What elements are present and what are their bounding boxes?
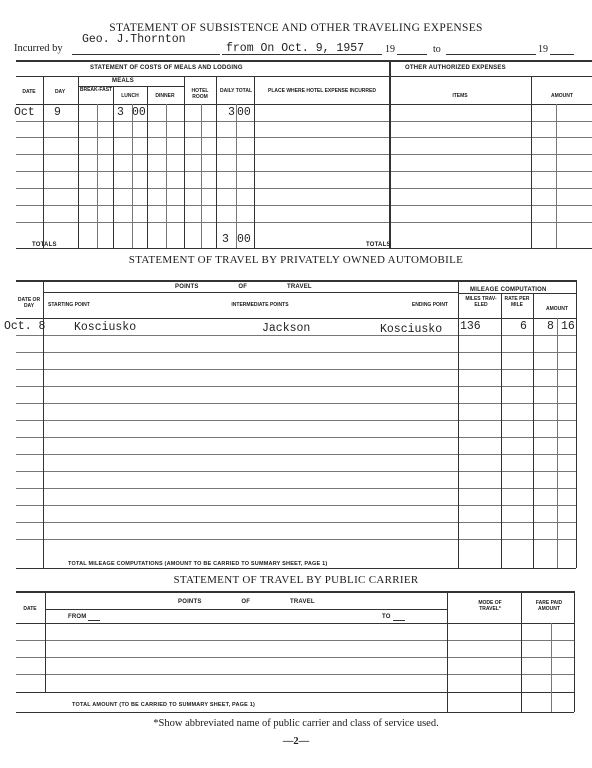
hotel-room-col-header: HOTEL ROOM bbox=[191, 88, 209, 100]
total-mileage-label: TOTAL MILEAGE COMPUTATIONS (AMOUNT TO BE CARRIED TO SUMMARY SHEET, PAGE 1) bbox=[68, 561, 328, 567]
auto-row-rate[interactable]: 6 bbox=[520, 320, 527, 333]
meals-totals-label: TOTALS bbox=[32, 242, 57, 248]
meal-row-lunch-dollars[interactable]: 3 bbox=[117, 106, 124, 119]
items-col-header: ITEMS bbox=[452, 93, 468, 99]
meals-group-header: MEALS bbox=[112, 78, 134, 84]
meal-row-date[interactable]: Oct bbox=[14, 106, 35, 119]
meals-total-dollars[interactable]: 3 bbox=[222, 233, 229, 246]
starting-point-col-header: STARTING POINT bbox=[48, 302, 90, 308]
meal-row-total-dollars[interactable]: 3 bbox=[228, 106, 235, 119]
auto-row-ending[interactable]: Kosciusko bbox=[380, 323, 443, 336]
mode-of-travel-col-header: MODE OF TRAVEL* bbox=[478, 600, 502, 612]
incurred-by-label: Incurred by bbox=[14, 43, 63, 54]
auto-amount-col-header: AMOUNT bbox=[546, 306, 568, 312]
auto-date-col-header: DATE OR DAY bbox=[17, 297, 41, 309]
ending-point-col-header: ENDING POINT bbox=[411, 302, 448, 308]
date-col-header: DATE bbox=[22, 89, 36, 95]
to-col-header: TO bbox=[382, 614, 391, 620]
auto-row-amount-dollars[interactable]: 8 bbox=[547, 320, 554, 333]
auto-row-start[interactable]: Kosciusko bbox=[74, 321, 137, 334]
auto-row-miles[interactable]: 136 bbox=[460, 320, 481, 333]
meal-row-day[interactable]: 9 bbox=[54, 106, 61, 119]
meal-row-lunch-cents[interactable]: 00 bbox=[132, 106, 146, 119]
year-label-1: 19 bbox=[385, 44, 395, 55]
place-col-header: PLACE WHERE HOTEL EXPENSE INCURRED bbox=[268, 88, 376, 94]
dinner-col-header: DINNER bbox=[155, 93, 175, 99]
auto-row-date[interactable]: Oct. 8 bbox=[4, 320, 46, 333]
to-label: to bbox=[433, 44, 441, 55]
meals-total-cents[interactable]: 00 bbox=[237, 233, 251, 246]
other-totals-label: TOTALS bbox=[366, 242, 391, 248]
form-title: STATEMENT OF SUBSISTENCE AND OTHER TRAVELING EXPENSES bbox=[109, 22, 483, 34]
other-expenses-title: OTHER AUTHORIZED EXPENSES bbox=[405, 65, 506, 71]
amount-col-header: AMOUNT bbox=[551, 93, 573, 99]
breakfast-col-header: BREAK-FAST bbox=[79, 87, 113, 93]
year-label-2: 19 bbox=[538, 44, 548, 55]
travel-period[interactable]: from On Oct. 9, 1957 bbox=[226, 42, 365, 55]
fare-paid-col-header: FARE PAID AMOUNT bbox=[535, 600, 563, 612]
rate-col-header: RATE PER MILE bbox=[504, 296, 530, 308]
mileage-computation-header: MILEAGE COMPUTATION bbox=[470, 287, 547, 293]
meal-row-total-cents[interactable]: 00 bbox=[237, 106, 251, 119]
miles-col-header: MILES TRAV-ELED bbox=[465, 296, 497, 308]
carrier-section-title: STATEMENT OF TRAVEL BY PUBLIC CARRIER bbox=[173, 574, 419, 586]
carrier-date-col-header: DATE bbox=[23, 606, 37, 612]
intermediate-points-col-header: INTERMEDIATE POINTS bbox=[231, 302, 289, 308]
meals-section-title: STATEMENT OF COSTS OF MEALS AND LODGING bbox=[90, 65, 243, 71]
footnote: *Show abbreviated name of public carrier and class of service used. bbox=[153, 718, 439, 729]
daily-total-col-header: DAILY TOTAL bbox=[219, 88, 253, 94]
auto-row-amount-cents[interactable]: 16 bbox=[561, 320, 575, 333]
total-amount-label: TOTAL AMOUNT (TO BE CARRIED TO SUMMARY SHEET, PAGE 1) bbox=[72, 702, 256, 708]
from-col-header: FROM bbox=[68, 614, 87, 620]
auto-section-title: STATEMENT OF TRAVEL BY PRIVATELY OWNED AUTOMOBILE bbox=[128, 254, 464, 266]
page-number: —2— bbox=[282, 736, 310, 747]
lunch-col-header: LUNCH bbox=[121, 93, 139, 99]
traveler-name[interactable]: Geo. J.Thornton bbox=[82, 33, 186, 46]
auto-row-intermediate[interactable]: Jackson bbox=[262, 322, 311, 335]
auto-points-of-travel-header: POINTS OF TRAVEL bbox=[175, 284, 312, 290]
day-col-header: DAY bbox=[54, 89, 66, 95]
carrier-points-of-travel-header: POINTS OF TRAVEL bbox=[178, 599, 315, 605]
